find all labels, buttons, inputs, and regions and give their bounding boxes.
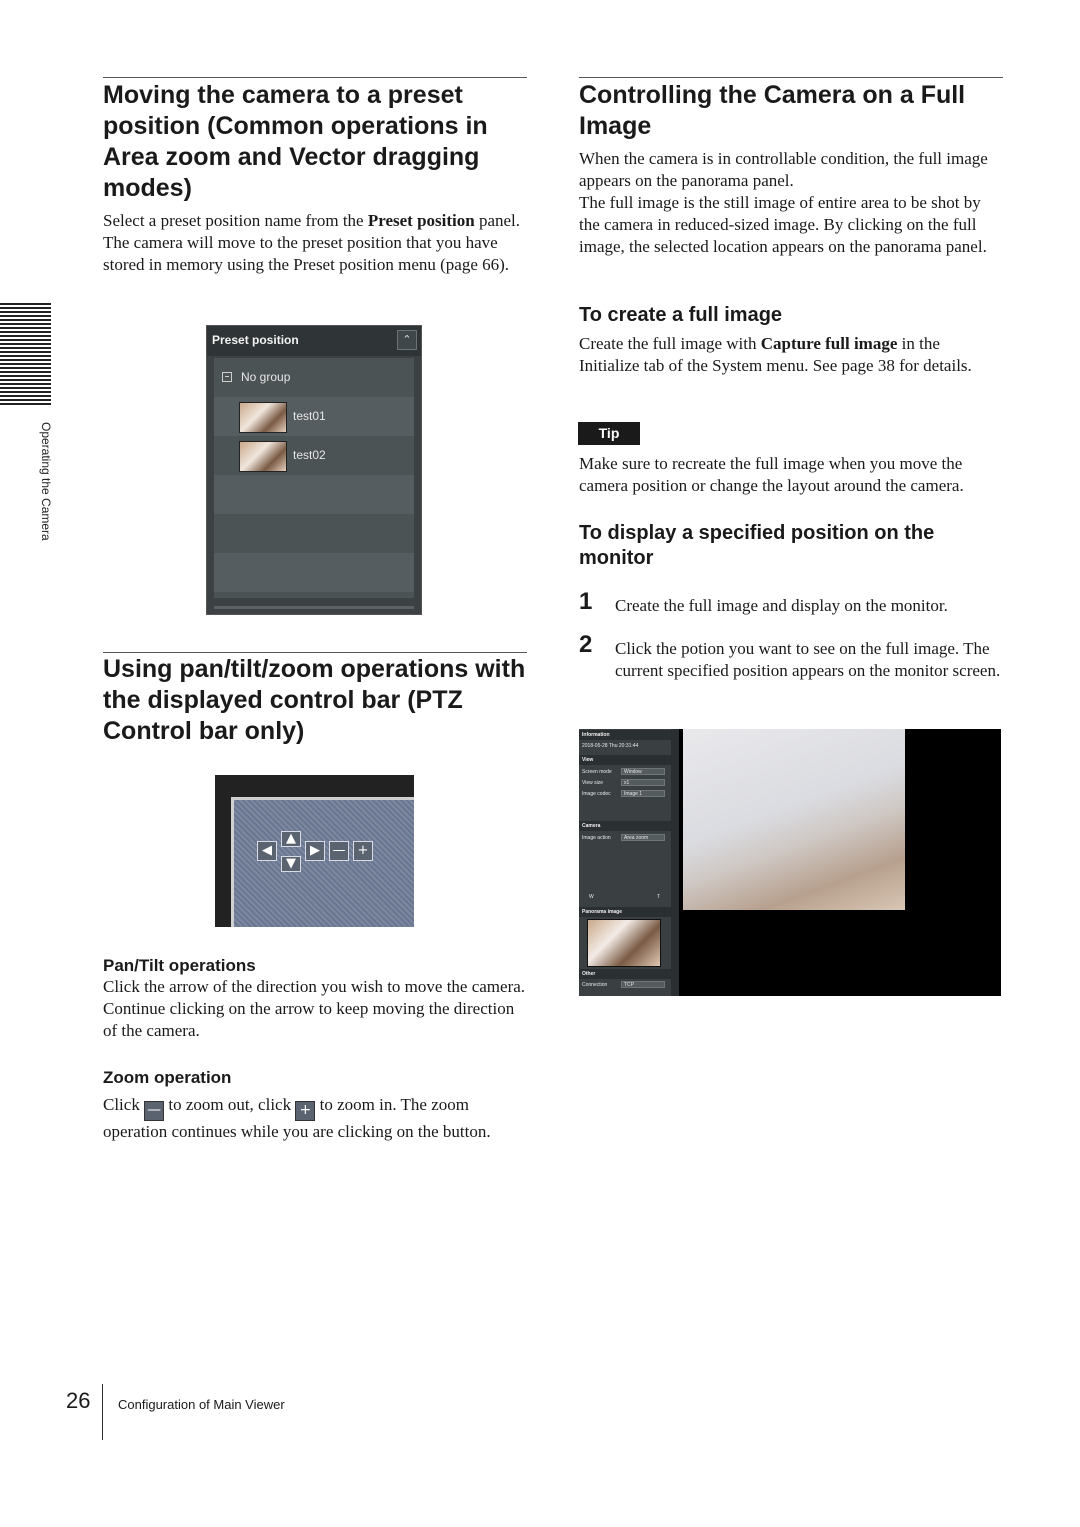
heading-rule xyxy=(103,77,527,78)
zoom-out-button[interactable]: — xyxy=(329,841,349,861)
pan-up-button[interactable]: ▲ xyxy=(281,831,301,847)
full-image-intro: When the camera is in controllable condition, the full image appears on the panorama panel. The full image is the still image of entire area to be shot by the camera in reduced-sized image. By clicking on the full image, the selected location appears on the panorama panel. xyxy=(579,149,988,256)
zoom-out-inline-icon: — xyxy=(144,1101,164,1121)
display-heading: To display a specified position on the monitor xyxy=(579,522,935,569)
preset-item[interactable] xyxy=(214,397,414,436)
pan-left-button[interactable]: ◀ xyxy=(257,841,277,861)
zoom-tele-label: T xyxy=(657,894,661,900)
full-image-heading: Controlling the Camera on a Full Image xyxy=(579,81,966,140)
preset-item-label: test01 xyxy=(293,409,326,423)
preset-group-row[interactable] xyxy=(214,358,414,397)
preset-group-label: No group xyxy=(241,370,291,384)
preset-thumbnail xyxy=(239,441,287,472)
viewer-row-label: Image codec xyxy=(582,791,611,797)
viewer-row-label: Image action xyxy=(582,835,611,841)
pan-right-button[interactable]: ▶ xyxy=(305,841,325,861)
ptz-heading: Using pan/tilt/zoom operations with the displayed control bar (PTZ Control bar only) xyxy=(103,655,526,745)
viewer-section-header[interactable]: View xyxy=(579,755,671,765)
create-paragraph: Create the full image with Capture full image in the Initialize tab of the System menu. See page 38 for details. xyxy=(579,334,972,375)
create-heading: To create a full image xyxy=(579,304,783,326)
heading-rule xyxy=(103,652,527,653)
viewer-datetime: 2018-05-28 Thu 20:31:44 xyxy=(582,743,639,749)
viewer-section-header[interactable]: Other xyxy=(579,969,671,979)
zoom-heading: Zoom operation xyxy=(103,1068,232,1087)
viewer-select[interactable]: Image 1 xyxy=(621,790,665,797)
preset-paragraph: Select a preset position name from the Preset position panel. The camera will move to the preset position that you have stored in memory using the Preset position menu (page 66). xyxy=(103,211,521,274)
step-text: Create the full image and display on the monitor. xyxy=(615,596,948,615)
side-tab-stripes xyxy=(0,303,51,407)
empty-row xyxy=(214,475,414,514)
step-number: 2 xyxy=(579,631,593,658)
footer-divider xyxy=(102,1384,103,1440)
panorama-thumbnail[interactable] xyxy=(587,919,661,967)
preset-item-label: test02 xyxy=(293,448,326,462)
pan-down-button[interactable]: ▼ xyxy=(281,856,301,872)
step-text: Click the potion you want to see on the full image. The current specified position appears on the monitor screen. xyxy=(615,639,1001,680)
tip-paragraph: Make sure to recreate the full image when you move the camera position or change the layout around the camera. xyxy=(579,454,964,495)
viewer-select[interactable]: Area zoom xyxy=(621,834,665,841)
preset-heading: Moving the camera to a preset position (Common operations in Area zoom and Vector dragging modes) xyxy=(103,81,488,202)
viewer-section-header[interactable]: Information xyxy=(579,730,671,740)
preset-panel-scrollbar[interactable] xyxy=(214,606,414,609)
preset-position-panel xyxy=(206,325,422,615)
tip-badge: Tip xyxy=(578,422,640,445)
zoom-in-inline-icon: + xyxy=(295,1101,315,1121)
preset-panel-header xyxy=(207,326,421,356)
zoom-in-button[interactable]: + xyxy=(353,841,373,861)
ptz-frame xyxy=(231,797,414,927)
step-number: 1 xyxy=(579,588,593,615)
preset-list xyxy=(214,358,414,598)
preset-thumbnail xyxy=(239,402,287,433)
preset-item[interactable] xyxy=(214,436,414,475)
viewer-row-label: Connection xyxy=(582,982,608,988)
viewer-section-header[interactable]: Panorama image xyxy=(579,907,671,917)
ptz-control-bar-screenshot xyxy=(215,775,414,927)
page-number: 26 xyxy=(66,1388,91,1413)
viewer-row-label: View size xyxy=(582,780,604,786)
chevron-up-icon[interactable]: ⌃ xyxy=(397,330,417,350)
empty-row xyxy=(214,553,414,592)
viewer-select[interactable]: TCP xyxy=(621,981,665,988)
viewer-scrollbar[interactable] xyxy=(671,729,679,996)
zoom-wide-label: W xyxy=(589,894,594,900)
monitor-image[interactable] xyxy=(683,729,905,910)
viewer-row-label: Screen mode xyxy=(582,769,612,775)
viewer-sidebar xyxy=(579,729,671,996)
empty-row xyxy=(214,514,414,553)
viewer-section-header[interactable]: Camera xyxy=(579,821,671,831)
collapse-group-icon[interactable] xyxy=(222,372,232,382)
heading-rule xyxy=(579,77,1003,78)
preset-panel-title: Preset position xyxy=(212,333,299,347)
main-viewer-screenshot xyxy=(579,729,1001,996)
pan-tilt-heading: Pan/Tilt operations xyxy=(103,956,256,975)
viewer-select[interactable]: x1 xyxy=(621,779,665,786)
pan-tilt-paragraph: Click the arrow of the direction you wish to move the camera. Continue clicking on the arrow to keep moving the direction of the camera. xyxy=(103,977,526,1040)
viewer-select[interactable]: Window xyxy=(621,768,665,775)
footer-section: Configuration of Main Viewer xyxy=(118,1397,285,1412)
zoom-paragraph: Click — to zoom out, click + to zoom in. The zoom operation continues while you are clicking on the button. xyxy=(103,1095,491,1141)
side-tab-label: Operating the Camera xyxy=(39,422,53,541)
